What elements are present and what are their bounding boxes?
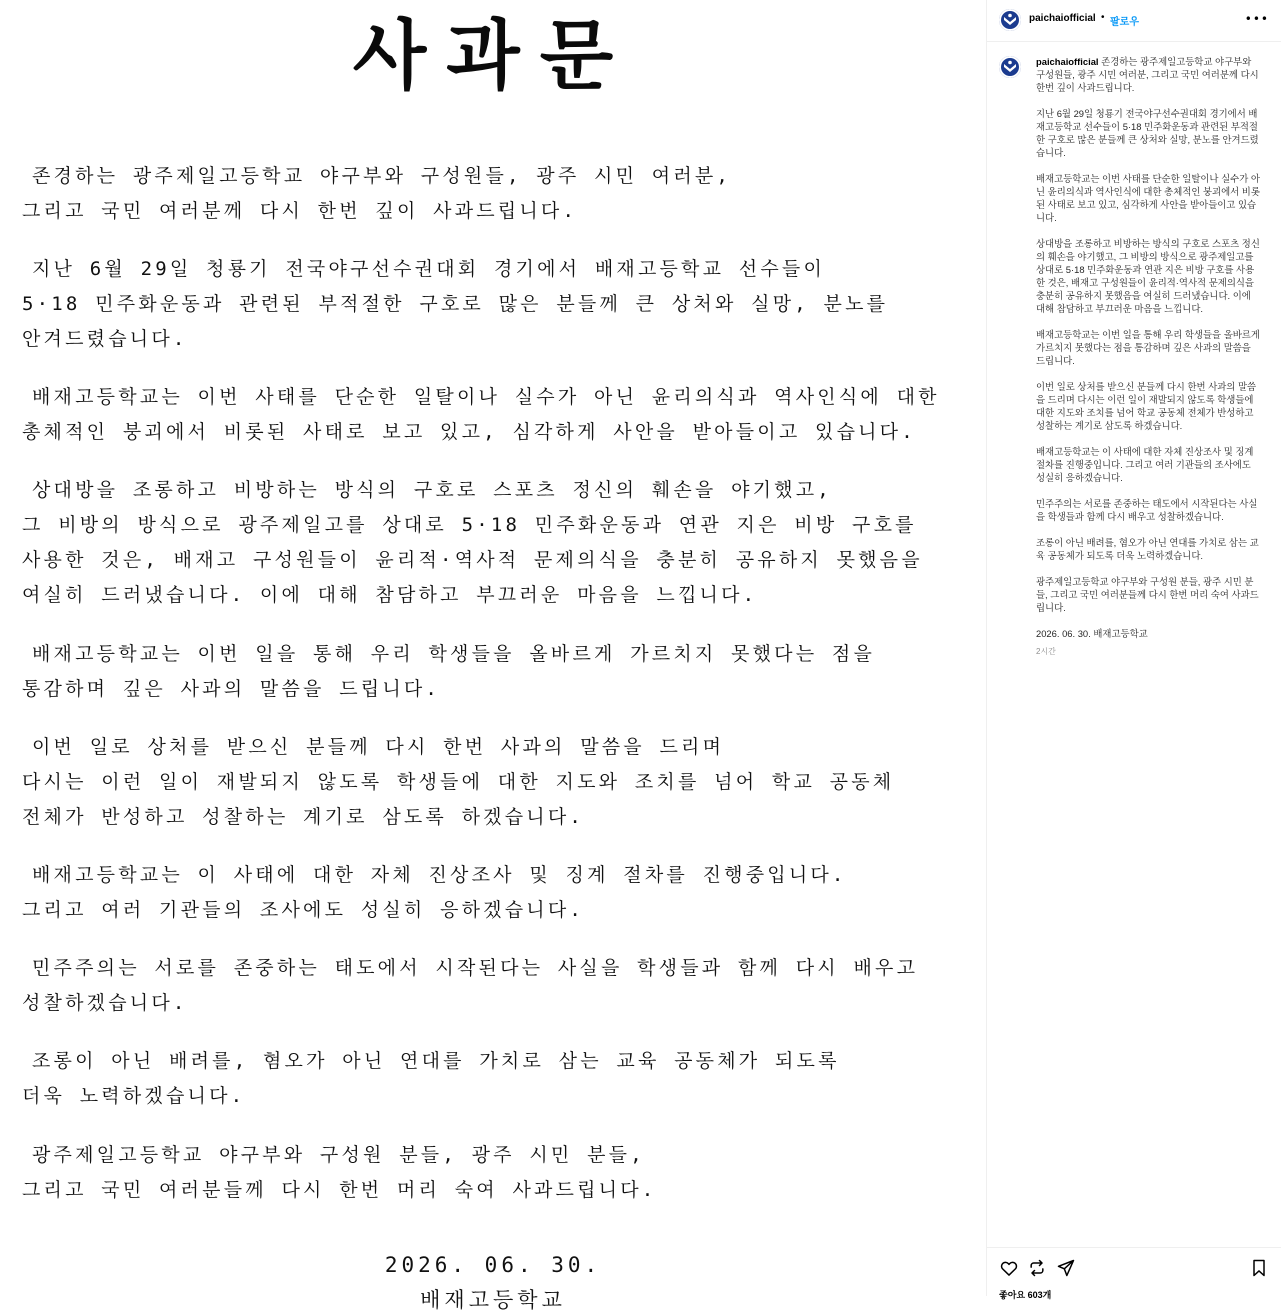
apology-paragraph [22,637,982,707]
post-time[interactable]: 2시간 [1036,647,1056,656]
apology-title: 사과문 [352,11,634,100]
caption-paragraph: 이번 일로 상처를 받으신 분들께 다시 한번 사과의 말씀을 드리며 다시는 이런 일이 재발되지 않도록 학생들에 대한 지도와 조치를 넘어 학교 공동체 전체가 반성하고 성찰하는 계기로 삼도록 하겠습니다. [1036,381,1257,431]
caption-avatar[interactable] [999,56,1021,78]
apology-line: 지난 6월 29일 청룡기 전국야구선수권대회 경기에서 배재고등학교 선수들이 [32,258,826,280]
apology-date: 2026. 06. 30. [384,1253,602,1277]
caption-first-paragraph [1036,55,1262,94]
apology-paragraph [22,1044,982,1114]
caption-username[interactable]: paichaiofficial [1036,56,1099,67]
apology-line: 그리고 여러 기관들의 조사에도 성실히 응하겠습니다. [22,899,585,921]
apology-paragraph [22,252,982,357]
apology-line: 통감하며 깊은 사과의 말씀을 드립니다. [22,678,441,700]
caption-paragraph: 상대방을 조롱하고 비방하는 방식의 구호로 스포츠 정신의 훼손을 야기했고, 그 비방의 방식으로 광주제일고를 상대로 5·18 민주화운동과 연관 지은 비방 구호를 사용한 것은, 배재고 구성원들이 윤리적·역사적 문제의식을 충분히 공유하지 못했음을 여실히 드러냈습니다. 이에 대해 참담하고 부끄러운 마음을 느낍니다. [1036,238,1260,314]
apology-line: 그 비방의 방식으로 광주제일고를 상대로 5·18 민주화운동과 연관 지은 비방 구호를 [22,514,917,536]
caption-paragraph: 배재고등학교는 이 사태에 대한 자체 진상조사 및 징계 절차를 진행중입니다. 그리고 여러 기관들의 조사에도 성실히 응하겠습니다. [1036,446,1254,483]
apology-line: 전체가 반성하고 성찰하는 계기로 삼도록 하겠습니다. [22,806,585,828]
apology-line: 성찰하겠습니다. [22,992,188,1014]
apology-line: 그리고 국민 여러분들께 다시 한번 머리 숙여 사과드립니다. [22,1179,657,1201]
caption-first-text: 존경하는 광주제일고등학교 야구부와 구성원들, 광주 시민 여러분, 그리고 국민 여러분께 다시 한번 깊이 사과드립니다. [1036,56,1259,93]
school-logo-icon [999,56,1021,78]
apology-line: 배재고등학교는 이번 일을 통해 우리 학생들을 올바르게 가르치지 못했다는 점을 [32,643,876,665]
apology-line: 민주주의는 서로를 존중하는 태도에서 시작된다는 사실을 학생들과 함께 다시 배우고 [32,957,919,979]
likes-count[interactable]: 좋아요 603개 [999,1290,1052,1300]
bookmark-icon[interactable] [1249,1258,1269,1278]
apology-paragraph [22,380,982,450]
repost-icon[interactable] [1027,1258,1047,1278]
apology-line: 안겨드렸습니다. [22,328,188,350]
post-side-panel [986,0,1280,1300]
follow-button[interactable]: 팔로우 [1110,17,1139,28]
apology-line: 5·18 민주화운동과 관련된 부적절한 구호로 많은 분들께 큰 상처와 실망, 분노를 [22,293,889,315]
apology-line: 상대방을 조롱하고 비방하는 방식의 구호로 스포츠 정신의 훼손을 야기했고, [32,479,832,501]
avatar[interactable] [999,9,1021,31]
post-caption [1036,55,1262,658]
caption-paragraph: 배재고등학교는 이번 사태를 단순한 일탈이나 실수가 아닌 윤리의식과 역사인식에 대한 총체적인 붕괴에서 비롯된 사태로 보고 있고, 심각하게 사안을 받아들이고 있습니다. [1036,173,1260,223]
apology-line: 총체적인 붕괴에서 비롯된 사태로 보고 있고, 심각하게 사안을 받아들이고 있습니다. [22,421,916,443]
share-icon[interactable] [1056,1258,1076,1278]
caption-date-line: 2026. 06. 30. 배재고등학교 [1036,628,1148,639]
apology-paragraph [22,1138,982,1208]
caption-paragraph: 지난 6월 29일 청룡기 전국야구선수권대회 경기에서 배재고등학교 선수들이 5·18 민주화운동과 관련된 부적절한 구호로 많은 분들께 큰 상처와 실망, 분노를 안겨드렸습니다. [1036,108,1259,158]
header-username[interactable]: paichaiofficial [1029,13,1096,24]
apology-line: 이번 일로 상처를 받으신 분들께 다시 한번 사과의 말씀을 드리며 [32,736,725,758]
school-logo-icon [999,9,1021,31]
heart-icon[interactable] [999,1258,1019,1278]
apology-line: 사용한 것은, 배재고 구성원들이 윤리적·역사적 문제의식을 충분히 공유하지 못했음을 [22,549,923,571]
apology-paragraph [22,159,982,229]
apology-paragraph [22,730,982,835]
apology-line: 배재고등학교는 이 사태에 대한 자체 진상조사 및 징계 절차를 진행중입니다. [32,864,847,886]
apology-line: 여실히 드러냈습니다. 이에 대해 참담하고 부끄러운 마음을 느낍니다. [22,584,758,606]
caption-paragraph: 조롱이 아닌 배려를, 혐오가 아닌 연대를 가치로 삼는 교육 공동체가 되도록 더욱 노력하겠습니다. [1036,537,1259,561]
apology-line: 다시는 이런 일이 재발되지 않도록 학생들에 대한 지도와 조치를 넘어 학교 공동체 [22,771,895,793]
apology-paragraph [22,951,982,1021]
action-bar [987,1247,1281,1300]
apology-line: 더욱 노력하겠습니다. [22,1085,246,1107]
more-horizontal-icon[interactable]: ••• [1244,12,1269,26]
apology-line: 존경하는 광주제일고등학교 야구부와 구성원들, 광주 시민 여러분, [32,165,732,187]
apology-line: 배재고등학교는 이번 사태를 단순한 일탈이나 실수가 아닌 윤리의식과 역사인식에 대한 [32,386,940,408]
header-separator: • [1101,12,1105,23]
apology-paragraph [22,473,982,613]
caption-paragraph: 민주주의는 서로를 존중하는 태도에서 시작된다는 사실을 학생들과 함께 다시 배우고 성찰하겠습니다. [1036,498,1258,522]
apology-line: 광주제일고등학교 야구부와 구성원 분들, 광주 시민 분들, [32,1144,645,1166]
post-header [987,0,1281,42]
apology-line: 조롱이 아닌 배려를, 혐오가 아닌 연대를 가치로 삼는 교육 공동체가 되도록 [32,1050,840,1072]
apology-paragraph [22,858,982,928]
caption-paragraph: 광주제일고등학교 야구부와 구성원 분들, 광주 시민 분들, 그리고 국민 여러분들께 다시 한번 머리 숙여 사과드립니다. [1036,576,1259,613]
caption-paragraph: 배재고등학교는 이번 일을 통해 우리 학생들을 올바르게 가르치지 못했다는 점을 통감하며 깊은 사과의 말씀을 드립니다. [1036,329,1260,366]
apology-signature: 배재고등학교 [420,1288,566,1312]
apology-line: 그리고 국민 여러분께 다시 한번 깊이 사과드립니다. [22,200,578,222]
